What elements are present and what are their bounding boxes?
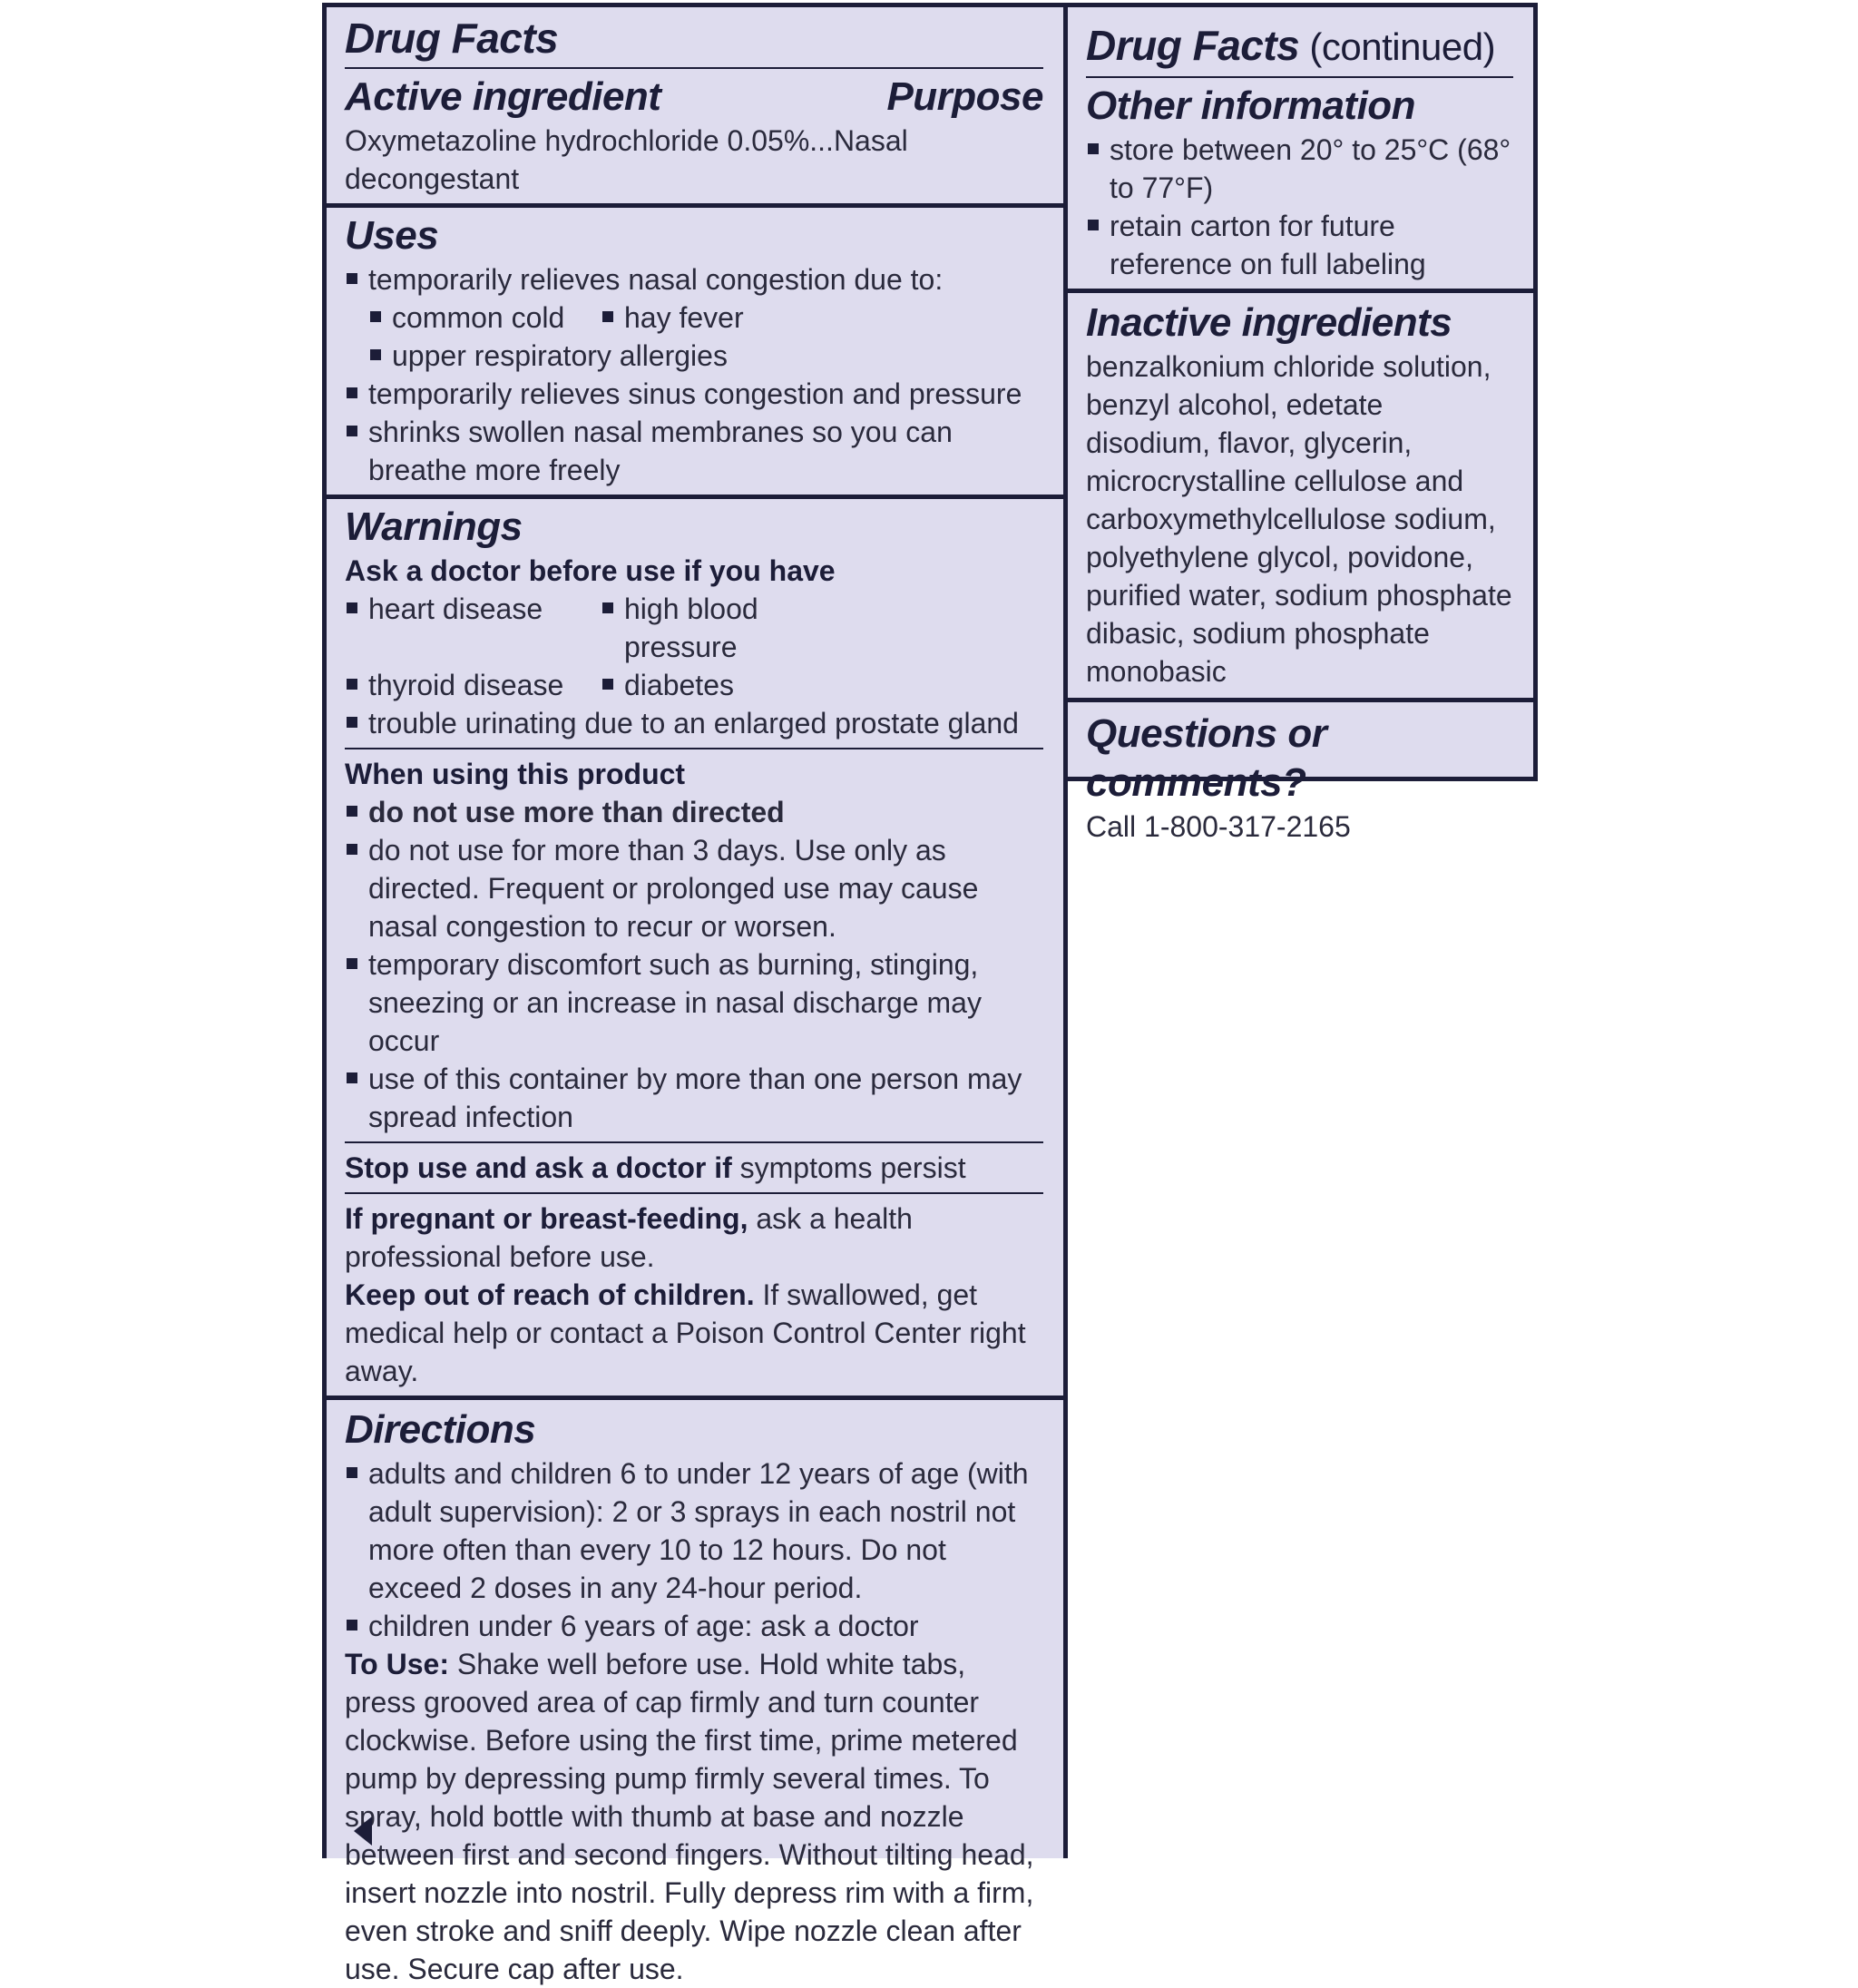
uses-sub-bullet: common cold: [368, 299, 601, 337]
stop-use-line: [345, 1149, 1043, 1187]
other-info-bullet: store between 20° to 25°C (68° to 77°F): [1086, 131, 1513, 207]
warnings-section: [327, 499, 1063, 1396]
active-ingredient-line: Oxymetazoline hydrochloride 0.05%...Nasal decongestant: [345, 124, 908, 195]
divider: [345, 1141, 1043, 1143]
questions-heading: Questions or comments?: [1086, 711, 1327, 805]
keep-out-line: [345, 1276, 1043, 1390]
condition-bullet: thyroid disease: [345, 666, 601, 704]
directions-bullet: children under 6 years of age: ask a doctor: [345, 1607, 1043, 1645]
arrow-left-icon: [354, 1817, 372, 1846]
warning-bullet: temporary discomfort such as burning, stinging, sneezing or an increase in nasal discharge may occur: [345, 945, 1043, 1060]
ask-doctor-heading: Ask a doctor before use if you have: [345, 554, 836, 587]
uses-heading: Uses: [345, 213, 439, 258]
to-use-label: To Use:: [345, 1648, 449, 1680]
inactive-ingredients-section: [1068, 293, 1533, 698]
keep-out-label: Keep out of reach of children.: [345, 1278, 755, 1311]
drug-facts-header: [327, 7, 1063, 203]
to-use-instructions: Shake well before use. Hold white tabs, press grooved area of cap firmly and turn counter clockwise. Before using the first time, prime metered pump by depressing pump firmly several times. To spray, hold bottle with thumb at base and nozzle between first and second fingers. Without tilting head, insert nozzle into nostril. Fully depress rim with a firm, even stroke and sniff deeply. Wipe nozzle clean after use. Secure cap after use.: [345, 1648, 1034, 1985]
warning-bullet: do not use for more than 3 days. Use only as directed. Frequent or prolonged use may cause nasal congestion to recur or worsen.: [345, 831, 1043, 945]
directions-section: [327, 1400, 1063, 1988]
continued-header: [1068, 7, 1533, 289]
condition-bullet: trouble urinating due to an enlarged prostate gland: [345, 704, 1043, 742]
phone-number: Call 1-800-317-2165: [1086, 810, 1351, 843]
continued-title-suffix: (continued): [1299, 25, 1496, 68]
drug-facts-left-panel: [322, 3, 1068, 1985]
active-ingredient-heading: Active ingredient: [345, 74, 661, 119]
other-information-heading: Other information: [1086, 83, 1416, 128]
uses-bullet: temporarily relieves sinus congestion and pressure: [345, 375, 1043, 413]
inactive-ingredients-text: benzalkonium chloride solution, benzyl alcohol, edetate disodium, flavor, glycerin, microcrystalline cellulose and carboxymethylcellulose sodium, polyethylene glycol, povidone, purified water, sodium phosphate dibasic, sodium phosphate monobasic: [1086, 350, 1512, 688]
uses-bullet: shrinks swollen nasal membranes so you can breathe more freely: [345, 413, 1043, 489]
warnings-heading: Warnings: [345, 504, 523, 549]
when-using-heading: When using this product: [345, 758, 686, 790]
stop-use-label: Stop use and ask a doctor if: [345, 1151, 732, 1184]
stop-use-text: symptoms persist: [731, 1151, 966, 1184]
questions-section: [1068, 702, 1533, 846]
divider: [345, 748, 1043, 749]
directions-bullet: adults and children 6 to under 12 years of age (with adult supervision): 2 or 3 sprays in each nostril not more often than every 10 to 12 hours. Do not exceed 2 doses in any 24-hour period.: [345, 1454, 1043, 1607]
to-use-text: [345, 1645, 1043, 1988]
keep-out-text: If swallowed, get medical help or contact a Poison Control Center right away.: [345, 1278, 1026, 1387]
uses-section: [327, 208, 1063, 495]
uses-sub-bullet: hay fever: [601, 299, 833, 337]
condition-bullet: high blood pressure: [601, 590, 856, 666]
other-info-bullet: retain carton for future reference on full labeling: [1086, 207, 1513, 283]
drug-facts-right-panel: [1068, 3, 1538, 843]
pregnant-label: If pregnant or breast-feeding,: [345, 1202, 748, 1235]
uses-sub-bullet: upper respiratory allergies: [368, 337, 1043, 375]
purpose-heading: Purpose: [886, 74, 1043, 119]
inactive-ingredients-heading: Inactive ingredients: [1086, 300, 1452, 345]
directions-heading: Directions: [345, 1407, 536, 1452]
warning-bullet: do not use more than directed: [345, 793, 1043, 831]
uses-bullet: temporarily relieves nasal congestion due to:: [345, 260, 1043, 299]
condition-bullet: diabetes: [601, 666, 856, 704]
drug-facts-title: Drug Facts: [345, 13, 1043, 69]
condition-bullet: heart disease: [345, 590, 601, 666]
divider: [345, 1192, 1043, 1194]
continued-title-main: Drug Facts: [1086, 22, 1300, 69]
pregnant-text: ask a health professional before use.: [345, 1202, 913, 1273]
drug-facts-continued-title: [1086, 20, 1513, 78]
warning-bullet: use of this container by more than one person may spread infection: [345, 1060, 1043, 1136]
pregnant-line: [345, 1200, 1043, 1276]
